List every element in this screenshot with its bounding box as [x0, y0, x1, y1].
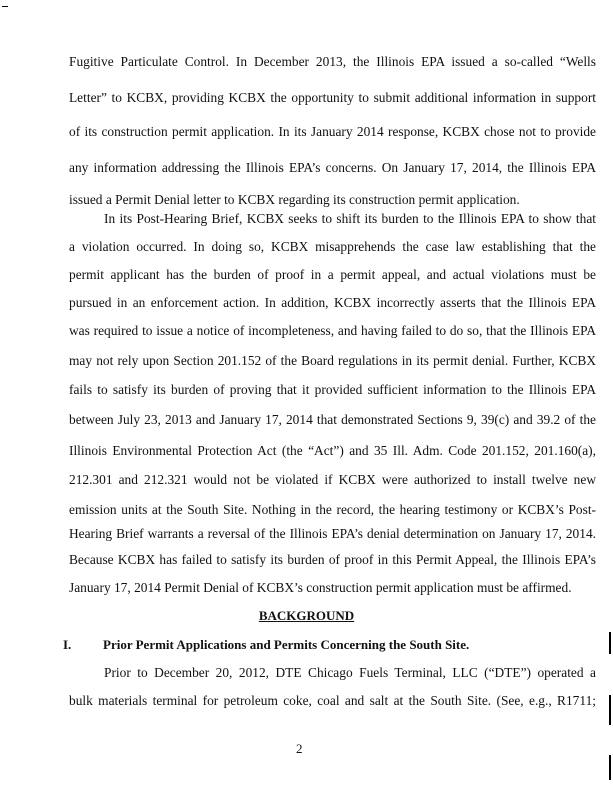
- paragraph-2-line: between July 23, 2013 and January 17, 2014 that demonstrated Sections 9, 39(c) and 39.2 of the: [69, 412, 596, 427]
- paragraph-1-line: of its construction permit application. In its January 2014 response, KCBX chose not to provide: [69, 124, 596, 139]
- paragraph-2-line: Because KCBX has failed to satisfy its burden of proof in this Permit Appeal, the Illinois EPA’s: [69, 552, 596, 567]
- paragraph-2-line: January 17, 2014 Permit Denial of KCBX’s construction permit application must be affirmed.: [69, 580, 572, 595]
- paragraph-3-line: Prior to December 20, 2012, DTE Chicago Fuels Terminal, LLC (“DTE”) operated a: [104, 665, 596, 680]
- paragraph-2-line: may not rely upon Section 201.152 of the Board regulations in its permit denial. Further, KCBX: [69, 353, 596, 368]
- paragraph-2-line: a violation occurred. In doing so, KCBX misapprehends the case law establishing that the: [69, 239, 596, 254]
- section-title: Prior Permit Applications and Permits Concerning the South Site.: [103, 637, 470, 652]
- paragraph-1-line: Fugitive Particulate Control. In December 2013, the Illinois EPA issued a so-called “Wells: [69, 54, 596, 69]
- scan-artifact-mark: [609, 755, 611, 780]
- scan-artifact-mark: [2, 6, 8, 7]
- paragraph-2-line: 212.301 and 212.321 would not be violated if KCBX were authorized to install twelve new: [69, 472, 596, 487]
- paragraph-1-line: Letter” to KCBX, providing KCBX the opportunity to submit additional information in support: [69, 90, 596, 105]
- page-number: 2: [296, 741, 303, 756]
- paragraph-1-line: any information addressing the Illinois EPA’s concerns. On January 17, 2014, the Illinois EPA: [69, 160, 596, 175]
- paragraph-2-line: was required to issue a notice of incompleteness, and having failed to do so, that the Illinois EPA: [69, 323, 596, 338]
- scan-artifact-mark: [609, 632, 611, 654]
- paragraph-2-line: In its Post-Hearing Brief, KCBX seeks to shift its burden to the Illinois EPA to show that: [104, 211, 596, 226]
- paragraph-2-line: Hearing Brief warrants a reversal of the Illinois EPA’s denial determination on January 17, 2014.: [69, 526, 596, 541]
- paragraph-3-line: bulk materials terminal for petroleum coke, coal and salt at the South Site. (See, e.g., R1711;: [69, 693, 596, 708]
- section-heading: BACKGROUND: [258, 608, 355, 623]
- paragraph-2-line: Illinois Environmental Protection Act (the “Act”) and 35 Ill. Adm. Code 201.152, 201.160(a),: [69, 443, 596, 458]
- paragraph-2-line: emission units at the South Site. Nothing in the record, the hearing testimony or KCBX’s Post-: [69, 502, 596, 517]
- paragraph-1-line: issued a Permit Denial letter to KCBX regarding its construction permit application.: [69, 192, 520, 207]
- paragraph-2-line: pursued in an enforcement action. In addition, KCBX incorrectly asserts that the Illinois EPA: [69, 295, 596, 310]
- section-number: I.: [63, 637, 72, 652]
- paragraph-2-line: fails to satisfy its burden of proving that it provided sufficient information to the Illinois EPA: [69, 382, 596, 397]
- scan-artifact-mark: [609, 695, 611, 725]
- paragraph-2-line: permit applicant has the burden of proof in a permit appeal, and actual violations must be: [69, 267, 596, 282]
